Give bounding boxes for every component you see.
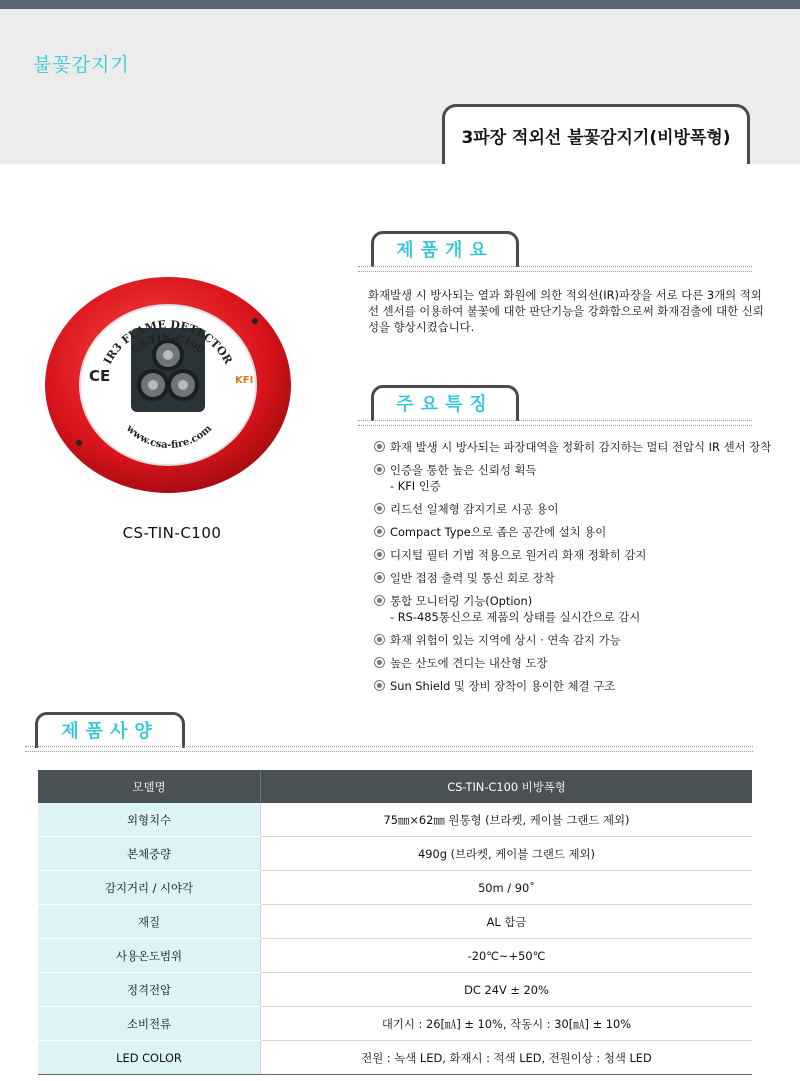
product-title: 3파장 적외선 불꽃감지기(비방폭형) [461, 128, 731, 148]
table-row [38, 1041, 752, 1075]
spec-value: 대기시 : 26[㎃] ± 10%, 작동시 : 30[㎃] ± 10% [261, 1007, 753, 1041]
top-bar [0, 0, 800, 9]
kfi-mark: KFI [235, 375, 254, 386]
table-row [38, 871, 752, 905]
bullet-icon [374, 549, 385, 560]
detector-ring-url: www.csa-fire.com [123, 423, 215, 451]
spec-label: 사용온도범위 [38, 939, 261, 973]
feature-subitem: - KFI 인증 [390, 479, 441, 493]
spec-label: 감지거리 / 시야각 [38, 871, 261, 905]
detector-ring-title: IR3 FLAME DETECTOR [101, 318, 235, 367]
spec-label: 소비전류 [38, 1007, 261, 1041]
overview-heading: 제품개요 [396, 240, 494, 261]
table-row [38, 939, 752, 973]
bullet-icon [374, 464, 385, 475]
table-row [38, 837, 752, 871]
feature-item: 리드선 일체형 감지기로 시공 용이 [374, 501, 794, 517]
spec-label: 재질 [38, 905, 261, 939]
features-heading-tab [371, 385, 519, 421]
bullet-icon [374, 595, 385, 606]
spec-value: AL 합금 [261, 905, 753, 939]
feature-item: 디지털 필터 기법 적용으로 원거리 화재 정확히 감지 [374, 547, 794, 563]
feature-list [374, 439, 794, 701]
specs-heading-tab [35, 712, 185, 748]
feature-item: 통합 모니터링 기능(Option) - RS-485통신으로 제품의 상태를 실시간으로 감시 [374, 593, 794, 625]
spec-value: DC 24V ± 20% [261, 973, 753, 1007]
spec-value: -20℃~+50℃ [261, 939, 753, 973]
feature-item: 일반 접점 출력 및 통신 회로 장착 [374, 570, 794, 586]
bullet-icon [374, 503, 385, 514]
feature-item: 화재 발생 시 방사되는 파장대역을 정확히 감지하는 멀티 전압식 IR 센서 장착 [374, 439, 794, 455]
spec-label: 외형치수 [38, 803, 261, 837]
bullet-icon [374, 526, 385, 537]
feature-item: 높은 산도에 견디는 내산형 도장 [374, 655, 794, 671]
spec-value: 50m / 90˚ [261, 871, 753, 905]
feature-item: 화재 위험이 있는 지역에 상시 · 연속 감지 가능 [374, 632, 794, 648]
spec-value: 490g (브라켓, 케이블 그랜드 제외) [261, 837, 753, 871]
feature-item: 인증을 통한 높은 신뢰성 획득 - KFI 인증 [374, 462, 794, 494]
feature-subitem: - RS-485통신으로 제품의 상태를 실시간으로 감시 [390, 610, 641, 624]
bullet-icon [374, 634, 385, 645]
table-row [38, 1007, 752, 1041]
table-row [38, 803, 752, 837]
spec-label: 정격전압 [38, 973, 261, 1007]
specs-divider [25, 746, 753, 752]
spec-header-row [38, 770, 752, 803]
bullet-icon [374, 441, 385, 452]
feature-item: Compact Type으로 좁은 공간에 설치 용이 [374, 524, 794, 540]
product-title-tab [442, 104, 750, 164]
spec-header-label: 모델명 [38, 770, 261, 803]
table-row [38, 905, 752, 939]
overview-heading-tab [371, 231, 519, 267]
spec-header-value: CS-TIN-C100 비방폭형 [261, 770, 753, 803]
features-heading: 주요특징 [396, 394, 494, 415]
spec-table [38, 770, 752, 1075]
flame-detector-image [43, 273, 293, 493]
detector-ring-model: CS-TIN-C100 [129, 332, 207, 356]
spec-value: 75㎜×62㎜ 원통형 (브라켓, 케이블 그랜드 제외) [261, 803, 753, 837]
bullet-icon [374, 680, 385, 691]
spec-label: 본체중량 [38, 837, 261, 871]
spec-label: LED COLOR [38, 1041, 261, 1075]
category-title: 불꽃감지기 [33, 54, 130, 76]
table-row [38, 973, 752, 1007]
spec-value: 전원 : 녹색 LED, 화재시 : 적색 LED, 전원이상 : 청색 LED [261, 1041, 753, 1075]
bullet-icon [374, 657, 385, 668]
model-caption: CS-TIN-C100 [122, 524, 222, 542]
specs-heading: 제품사양 [61, 721, 159, 742]
bullet-icon [374, 572, 385, 583]
overview-text: 화재발생 시 방사되는 열과 화원에 의한 적외선(IR)파장을 서로 다른 3개의 적외선 센서를 이용하여 불꽃에 대한 판단기능을 강화함으로써 화재검출에 대한 신뢰성을 향상시켰습니다. [368, 288, 764, 334]
features-divider [358, 420, 752, 426]
ce-mark: CE [89, 367, 111, 385]
feature-item: Sun Shield 및 장비 장착이 용이한 체결 구조 [374, 678, 794, 694]
overview-divider [358, 266, 752, 272]
